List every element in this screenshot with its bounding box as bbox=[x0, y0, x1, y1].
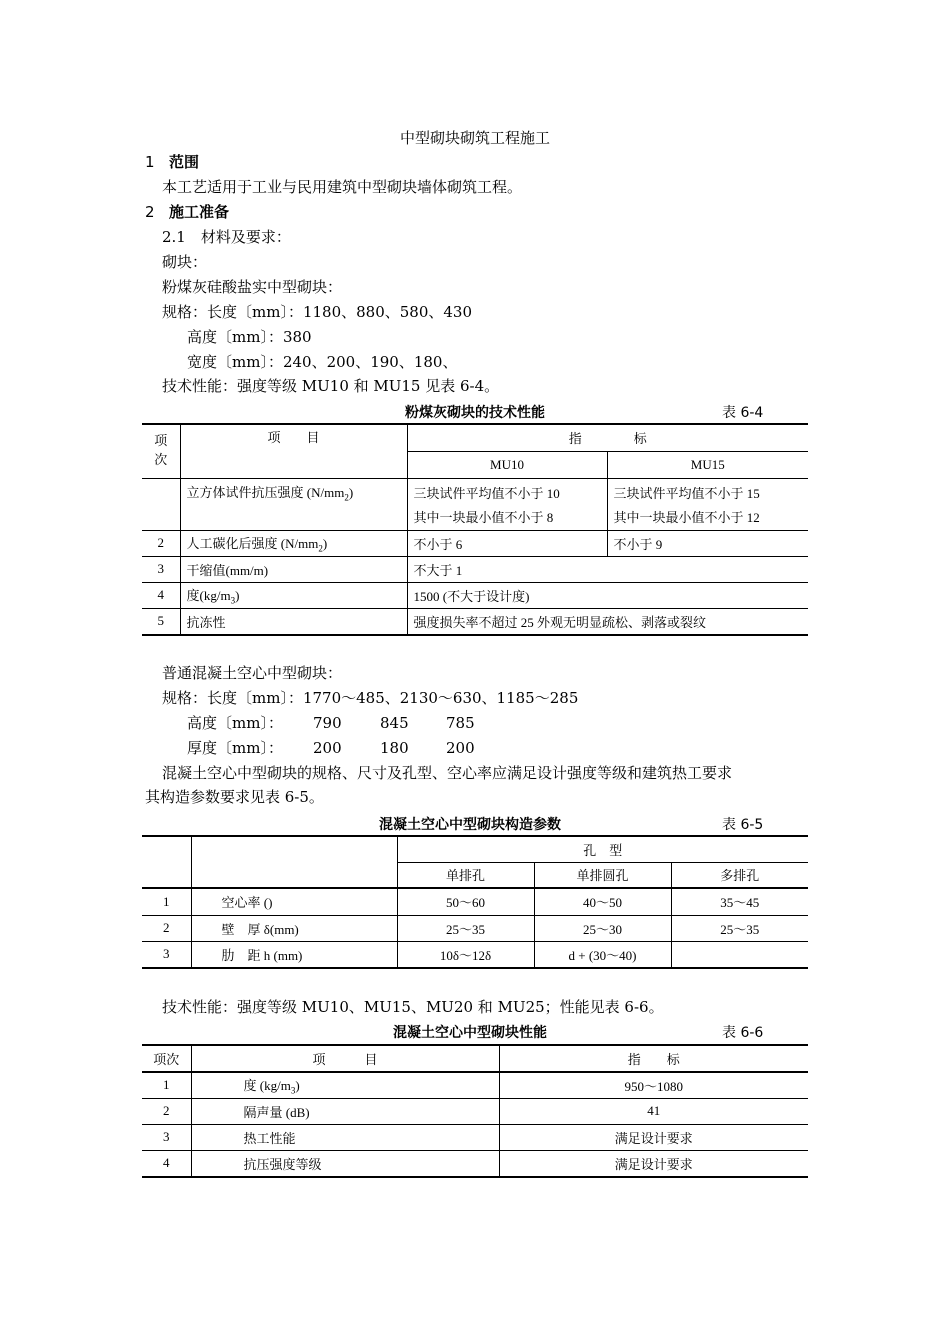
table-6-4 bbox=[142, 423, 808, 636]
table-6-5-title: 混凝土空心中型砌块构造参数 bbox=[379, 817, 561, 833]
row-index: 2 bbox=[142, 530, 180, 556]
mu10-minimum: 其中一块最小值不小于 8 bbox=[413, 509, 554, 525]
row-index bbox=[142, 478, 180, 530]
section-2-heading: 施工准备 bbox=[169, 203, 230, 221]
line-fly-ash-block: 粉煤灰硅酸盐实中型砌块： bbox=[162, 278, 343, 296]
paragraph-requirements-1: 混凝土空心中型砌块的规格、尺寸及孔型、空心率应满足设计强度等级和建筑热工要求 bbox=[162, 764, 733, 782]
table-row bbox=[142, 1124, 808, 1150]
col-header-mu10: MU10 bbox=[407, 451, 607, 478]
col-header-item-blank bbox=[191, 836, 397, 888]
mu15-minimum: 其中一块最小值不小于 12 bbox=[613, 509, 760, 525]
row-item: 热工性能 bbox=[191, 1124, 499, 1150]
col-header-single-row: 单排孔 bbox=[397, 862, 534, 888]
section-2-number: 2 bbox=[145, 203, 155, 221]
table-row bbox=[142, 915, 808, 941]
table-row bbox=[142, 888, 808, 915]
spec2-length: 规格：长度〔mm〕：1770～485、2130～630、1185～285 bbox=[162, 689, 579, 707]
table-row bbox=[142, 941, 808, 968]
paragraph-requirements-2: 其构造参数要求见表 6-5。 bbox=[145, 788, 324, 806]
row-value bbox=[671, 941, 808, 968]
col-header-single-round: 单排圆孔 bbox=[534, 862, 671, 888]
col-header-indicator: 指 标 bbox=[407, 424, 808, 451]
row-item: 度 $(kg/m_3)$ bbox=[191, 1072, 499, 1098]
row-item: 隔声量 (dB) bbox=[191, 1098, 499, 1124]
row-index: 1 bbox=[142, 1072, 191, 1098]
row-value: 不大于 1 bbox=[407, 556, 808, 582]
tech-performance-2: 技术性能：强度等级 MU10、MU15、MU20 和 MU25；性能见表 6-6。 bbox=[162, 998, 664, 1016]
row-item: 人工碳化后强度 $(N/mm_2)$ bbox=[180, 530, 407, 556]
page-title: 中型砌块砌筑工程施工 bbox=[399, 129, 550, 147]
row-value: 40～50 bbox=[534, 888, 671, 915]
row-index: 2 bbox=[142, 915, 191, 941]
spec1-height: 高度〔mm〕：380 bbox=[187, 328, 312, 346]
row-value: 35～45 bbox=[671, 888, 808, 915]
row-value: 25～35 bbox=[397, 915, 534, 941]
spec2-height-2: 845 bbox=[380, 714, 409, 732]
row-index: 2 bbox=[142, 1098, 191, 1124]
row-mu15: 不小于 9 bbox=[607, 530, 808, 556]
row-index: 4 bbox=[142, 1150, 191, 1177]
section-2-1: 2.1 材料及要求： bbox=[162, 228, 291, 246]
table-row bbox=[142, 608, 808, 635]
col-header-index-blank bbox=[142, 836, 191, 888]
row-value: 50～60 bbox=[397, 888, 534, 915]
row-value: 满足设计要求 bbox=[499, 1124, 808, 1150]
col-header-mu15: MU15 bbox=[607, 451, 808, 478]
row-value: 10δ～12δ bbox=[397, 941, 534, 968]
mu10-average: 三块试件平均值不小于 10 bbox=[413, 485, 560, 501]
row-index: 3 bbox=[142, 1124, 191, 1150]
section-1-number: 1 bbox=[145, 153, 155, 171]
table-6-4-number: 表 6-4 bbox=[722, 405, 764, 421]
table-row bbox=[142, 1098, 808, 1124]
row-mu15 bbox=[607, 478, 808, 530]
table-row bbox=[142, 1150, 808, 1177]
row-index: 5 bbox=[142, 608, 180, 635]
line-concrete-block: 普通混凝土空心中型砌块： bbox=[162, 664, 343, 682]
table-row bbox=[142, 582, 808, 608]
row-index: 3 bbox=[142, 556, 180, 582]
tech-performance-1: 技术性能：强度等级 MU10 和 MU15 见表 6-4。 bbox=[162, 377, 500, 395]
line-qikuai: 砌块： bbox=[162, 253, 208, 271]
table-row bbox=[142, 1072, 808, 1098]
row-index: 4 bbox=[142, 582, 180, 608]
table-row bbox=[142, 530, 808, 556]
spec2-thick-label: 厚度〔mm〕： bbox=[187, 739, 283, 757]
col-header-indicator: 指 标 bbox=[499, 1045, 808, 1072]
col-header-index: 项次 bbox=[142, 1045, 191, 1072]
spec2-thick-3: 200 bbox=[446, 739, 475, 757]
spec2-height-label: 高度〔mm〕： bbox=[187, 714, 283, 732]
spec2-height-3: 785 bbox=[446, 714, 475, 732]
row-item: 立方体试件抗压强度 $(N/mm_2)$ bbox=[180, 478, 407, 530]
spec2-height-1: 790 bbox=[313, 714, 342, 732]
col-header-item: 项 目 bbox=[191, 1045, 499, 1072]
table-6-6 bbox=[142, 1044, 808, 1178]
col-header-multi-row: 多排孔 bbox=[671, 862, 808, 888]
table-6-6-title: 混凝土空心中型砌块性能 bbox=[393, 1025, 547, 1041]
spec1-length: 规格：长度〔mm〕：1180、880、580、430 bbox=[162, 303, 473, 321]
spec2-thick-2: 180 bbox=[380, 739, 409, 757]
row-value: 25～35 bbox=[671, 915, 808, 941]
scope-text: 本工艺适用于工业与民用建筑中型砌块墙体砌筑工程。 bbox=[162, 178, 523, 196]
table-row bbox=[142, 478, 808, 530]
table-6-5 bbox=[142, 835, 808, 969]
table-6-5-number: 表 6-5 bbox=[722, 817, 764, 833]
row-item: 抗冻性 bbox=[180, 608, 407, 635]
row-item: 干缩值(mm/m) bbox=[180, 556, 407, 582]
row-item: 度$(kg/m_3)$ bbox=[180, 582, 407, 608]
section-1-heading: 范围 bbox=[169, 153, 200, 171]
row-value: 强度损失率不超过 25 外观无明显疏松、剥落或裂纹 bbox=[407, 608, 808, 635]
table-row bbox=[142, 556, 808, 582]
spec1-width: 宽度〔mm〕：240、200、190、180、 bbox=[187, 353, 458, 371]
row-item: 壁 厚 δ(mm) bbox=[191, 915, 397, 941]
row-index: 3 bbox=[142, 941, 191, 968]
row-value: 41 bbox=[499, 1098, 808, 1124]
row-value: 950～1080 bbox=[499, 1072, 808, 1098]
row-value: 1500 (不大于设计度) bbox=[407, 582, 808, 608]
col-header-item: 项 目 bbox=[180, 424, 407, 478]
row-item: 抗压强度等级 bbox=[191, 1150, 499, 1177]
row-index: 1 bbox=[142, 888, 191, 915]
row-mu10: 不小于 6 bbox=[407, 530, 607, 556]
table-6-6-number: 表 6-6 bbox=[722, 1025, 764, 1041]
row-value: d + (30～40) bbox=[534, 941, 671, 968]
col-header-hole-type: 孔 型 bbox=[397, 836, 808, 862]
row-item: 空心率 () bbox=[191, 888, 397, 915]
spec2-thick-1: 200 bbox=[313, 739, 342, 757]
table-6-4-title: 粉煤灰砌块的技术性能 bbox=[405, 405, 545, 421]
col-header-index: 项次 bbox=[142, 424, 180, 478]
row-item: 肋 距 h (mm) bbox=[191, 941, 397, 968]
row-mu10 bbox=[407, 478, 607, 530]
row-value: 满足设计要求 bbox=[499, 1150, 808, 1177]
mu15-average: 三块试件平均值不小于 15 bbox=[613, 485, 760, 501]
row-value: 25～30 bbox=[534, 915, 671, 941]
